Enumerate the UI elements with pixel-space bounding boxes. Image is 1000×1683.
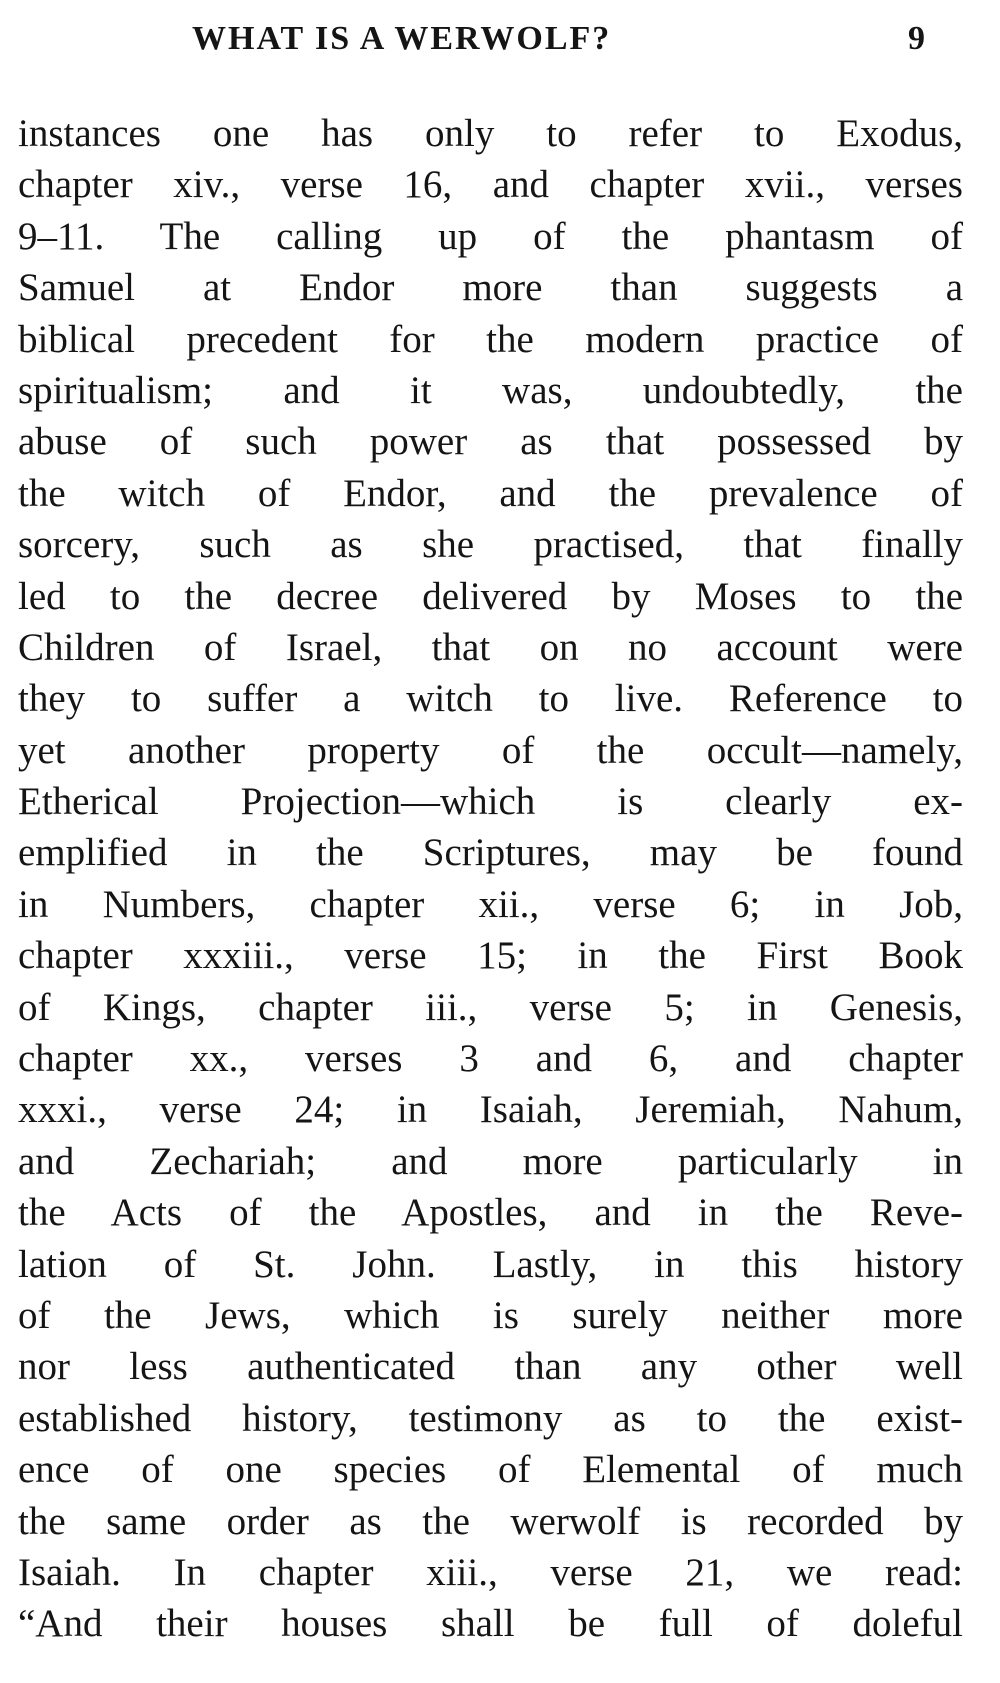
text-line: xxxi., verse 24; in Isaiah, Jeremiah, Nahum, (18, 1088, 963, 1132)
text-line: spiritualism; and it was, undoubtedly, the (18, 368, 963, 412)
text-line: of Kings, chapter iii., verse 5; in Genesis, (18, 985, 963, 1029)
running-title: WHAT IS A WERWOLF? (192, 20, 612, 57)
text-line: of the Jews, which is surely neither more (18, 1293, 963, 1337)
text-line: “And their houses shall be full of doleful (18, 1602, 963, 1646)
text-line: emplified in the Scriptures, may be found (18, 831, 963, 875)
text-line: yet another property of the occult—namely, (18, 728, 963, 772)
text-line: 9–11. The calling up of the phantasm of (18, 214, 963, 258)
text-line: the witch of Endor, and the prevalence of (18, 471, 963, 515)
text-line: Isaiah. In chapter xiii., verse 21, we read: (18, 1550, 963, 1594)
text-line: ence of one species of Elemental of much (18, 1448, 963, 1492)
text-line: lation of St. John. Lastly, in this history (18, 1242, 963, 1286)
text-line: established history, testimony as to the exist- (18, 1396, 963, 1440)
text-line: Samuel at Endor more than suggests a (18, 266, 963, 310)
text-line: Etherical Projection—which is clearly ex- (18, 780, 963, 824)
text-line: chapter xxxiii., verse 15; in the First Book (18, 934, 963, 978)
text-line: chapter xiv., verse 16, and chapter xvii., verses (18, 163, 963, 207)
text-line: in Numbers, chapter xii., verse 6; in Job, (18, 882, 963, 926)
text-line: biblical precedent for the modern practice of (18, 317, 963, 361)
text-line: chapter xx., verses 3 and 6, and chapter (18, 1037, 963, 1081)
text-line: instances one has only to refer to Exodus, (18, 112, 963, 155)
text-line: sorcery, such as she practised, that finally (18, 523, 963, 567)
text-line: abuse of such power as that possessed by (18, 420, 963, 464)
text-line: Children of Israel, that on no account were (18, 625, 963, 669)
text-line: nor less authenticated than any other well (18, 1345, 963, 1389)
running-head (0, 20, 1000, 64)
text-line: led to the decree delivered by Moses to the (18, 574, 963, 618)
text-line: and Zechariah; and more particularly in (18, 1139, 963, 1183)
text-line: the same order as the werwolf is recorded by (18, 1499, 963, 1543)
text-line: the Acts of the Apostles, and in the Reve- (18, 1191, 963, 1235)
page-number: 9 (908, 20, 925, 57)
text-line: they to suffer a witch to live. Reference to (18, 677, 963, 721)
body-text (18, 108, 963, 1650)
